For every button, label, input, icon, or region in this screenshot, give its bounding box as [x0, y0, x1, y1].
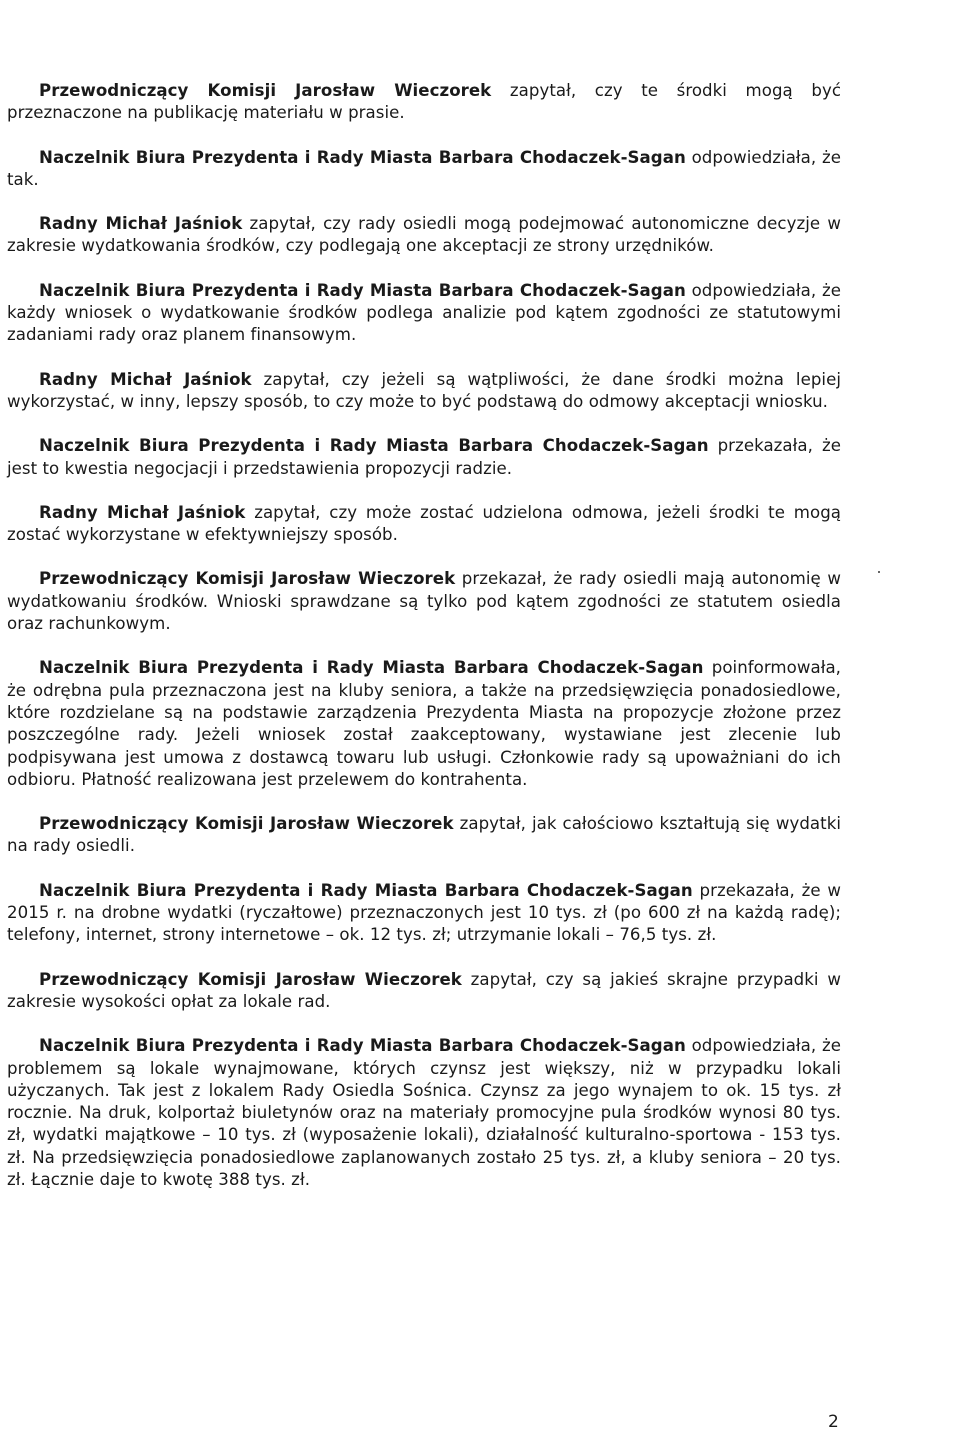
speaker-name: Przewodniczący Komisji Jarosław Wieczorek — [39, 969, 462, 989]
speaker-name: Naczelnik Biura Prezydenta i Rady Miasta Barbara Chodaczek-Sagan — [39, 658, 704, 678]
paragraph — [7, 369, 841, 414]
page-number: 2 — [828, 1412, 839, 1432]
paragraph-text: poinformowała, że odrębna pula przeznaczona jest na kluby seniora, a także na przedsięwzięcia ponadosiedlowe, które rozdzielane są na podstawie zarządzenia Prezydenta Miasta na propozycje złożone przez poszczególne rady. Jeżeli wniosek został zaakceptowany, wystawiane jest zlecenie lub podpisywana jest umowa z dostawcą towaru lub usługi. Członkowie rady są upoważniani do ich odbioru. Płatność realizowana jest przelewem do kontrahenta. — [7, 658, 841, 789]
margin-mark — [878, 571, 880, 573]
paragraph — [7, 969, 841, 1014]
paragraph-text: odpowiedziała, że każdy wniosek o wydatkowanie środków podlega analizie pod kątem zgodności ze statutowymi zadaniami rady oraz planem finansowym. — [7, 280, 842, 345]
paragraph — [7, 568, 841, 635]
speaker-name: Naczelnik Biura Prezydenta i Rady Miasta Barbara Chodaczek-Sagan — [39, 436, 709, 456]
speaker-name: Radny Michał Jaśniok — [39, 502, 246, 522]
paragraph-text: odpowiedziała, że tak. — [7, 147, 842, 189]
speaker-name: Przewodniczący Komisji Jarosław Wieczorek — [39, 814, 454, 834]
speaker-name: Naczelnik Biura Prezydenta i Rady Miasta Barbara Chodaczek-Sagan — [39, 880, 693, 900]
speaker-name: Naczelnik Biura Prezydenta i Rady Miasta Barbara Chodaczek-Sagan — [39, 1036, 686, 1056]
paragraph — [7, 213, 841, 258]
paragraph — [7, 813, 841, 858]
paragraph-text: zapytał, czy te środki mogą być przeznaczone na publikację materiału w prasie. — [7, 81, 841, 123]
speaker-name: Przewodniczący Komisji Jarosław Wieczorek — [39, 569, 456, 589]
paragraph — [7, 280, 841, 347]
paragraph — [7, 880, 841, 947]
paragraph-text: zapytał, czy może zostać udzielona odmowa, jeżeli środki te mogą zostać wykorzystane w efektywniejszy sposób. — [7, 502, 841, 545]
paragraph — [7, 1035, 841, 1191]
paragraph-text: zapytał, czy rady osiedli mogą podejmować autonomiczne decyzje w zakresie wydatkowania środków, czy podlegają one akceptacji ze strony urzędników. — [7, 214, 842, 256]
speaker-name: Przewodniczący Komisji Jarosław Wieczorek — [39, 81, 492, 100]
paragraph-text: przekazał, że rady osiedli mają autonomię w wydatkowaniu środków. Wnioski sprawdzane są tylko pod kątem zgodności ze statutem osiedla oraz rachunkowym. — [7, 569, 841, 634]
speaker-name: Radny Michał Jaśniok — [39, 214, 243, 234]
paragraph-text: odpowiedziała, że problemem są lokale wynajmowane, których czynsz jest większy, niż w przypadku lokali użyczanych. Tak jest z lokalem Rady Osiedla Sośnica. Czynsz za jego wynajem to ok. 15 tys. zł rocznie. Na druk, kolportaż biuletynów oraz na materiały promocyjne pula środków wynosi 80 tys. zł, wydatki majątkowe – 10 tys. zł (wyposażenie lokali), działalność kulturalno-sportowa - 153 tys. zł. Na przedsięwzięcia ponadosiedlowe zaplanowanych zostało 25 tys. zł, a kluby seniora – 20 tys. zł. Łącznie daje to kwotę 388 tys. zł. — [7, 1036, 842, 1189]
speaker-name: Naczelnik Biura Prezydenta i Rady Miasta Barbara Chodaczek-Sagan — [39, 147, 686, 167]
paragraph — [7, 80, 841, 125]
paragraph-text: zapytał, jak całościowo kształtują się wydatki na rady osiedli. — [7, 814, 842, 856]
paragraph — [7, 435, 841, 480]
speaker-name: Naczelnik Biura Prezydenta i Rady Miasta Barbara Chodaczek-Sagan — [39, 280, 686, 300]
paragraph-text: przekazała, że jest to kwestia negocjacji i przedstawienia propozycji radzie. — [7, 436, 841, 478]
speaker-name: Radny Michał Jaśniok — [39, 369, 252, 389]
paragraph — [7, 502, 841, 547]
paragraph — [7, 657, 841, 791]
paragraph-text: zapytał, czy są jakieś skrajne przypadki w zakresie wysokości opłat za lokale rad. — [7, 969, 841, 1011]
paragraph-text: zapytał, czy jeżeli są wątpliwości, że dane środki można lepiej wykorzystać, w inny, lepszy sposób, to czy może to być podstawą do odmowy akceptacji wniosku. — [7, 369, 841, 411]
document-body — [7, 80, 841, 1213]
paragraph-text: przekazała, że w 2015 r. na drobne wydatki (ryczałtowe) przeznaczonych jest 10 tys. zł (po 600 zł na każdą radę); telefony, internet, strony internetowe – ok. 12 tys. zł; utrzymanie lokali – 76,5 tys. zł. — [7, 880, 841, 945]
paragraph — [7, 147, 841, 192]
